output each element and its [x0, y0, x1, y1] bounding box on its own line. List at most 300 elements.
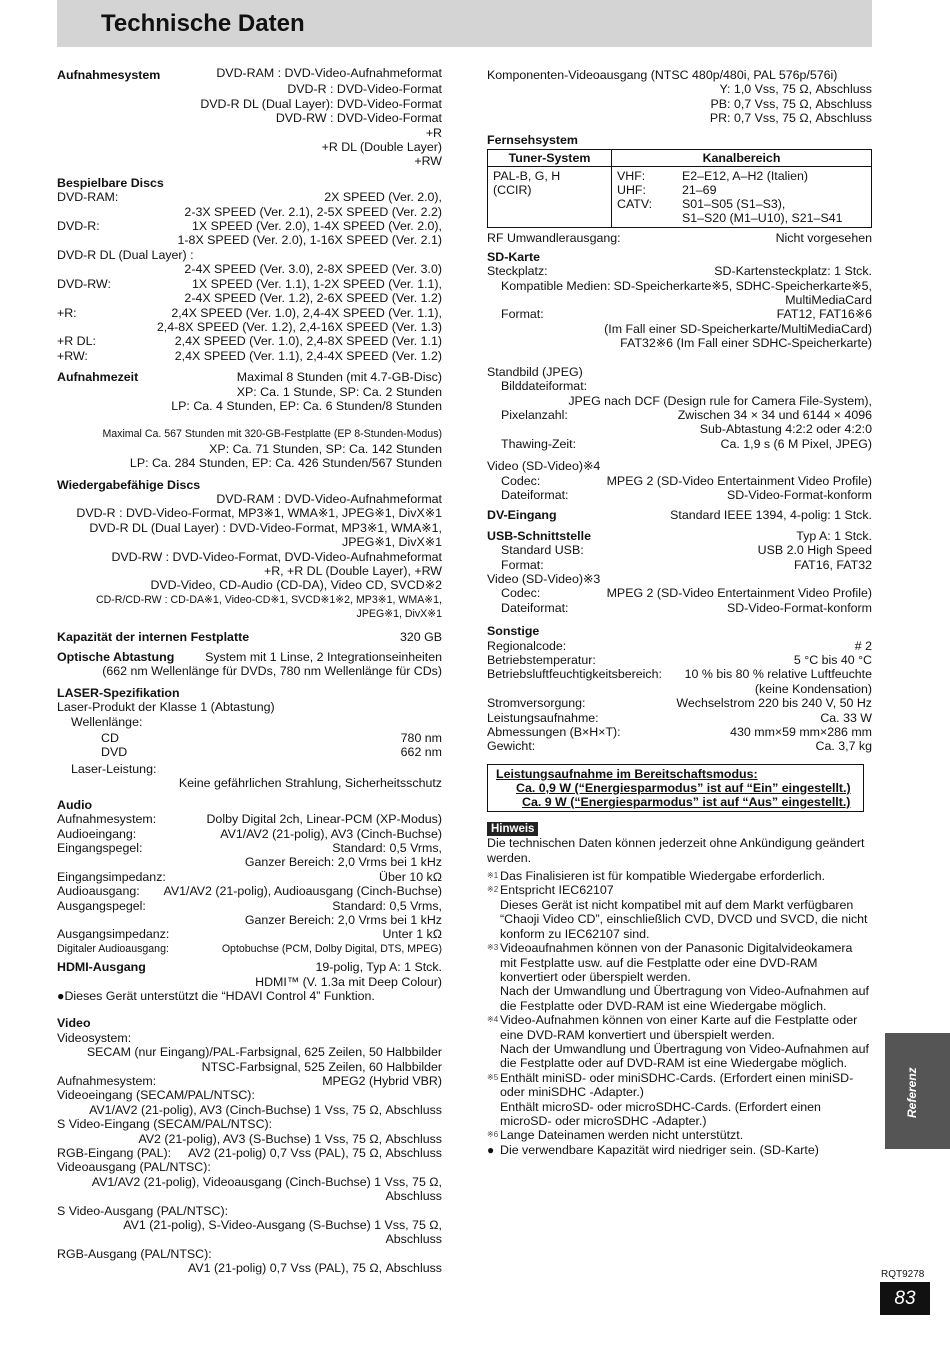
wiedergabe-line: +R, +R DL (Double Layer), +RW — [263, 564, 442, 578]
video-line: AV1/AV2 (21-polig), AV3 (Cinch-Buchse) 1 Vss, 75 Ω, Abschluss — [89, 1102, 442, 1117]
footnote — [487, 1042, 872, 1071]
hinweis-badge: Hinweis — [487, 822, 538, 836]
aufnahmesystem-line: +R DL (Double Layer) — [321, 140, 442, 155]
sd-row — [487, 307, 872, 321]
disc-value: 2,4X SPEED (Ver. 1.0), 2,4-4X SPEED (Ver. 1.1), — [171, 305, 442, 320]
video-sd-rows — [487, 474, 872, 503]
sonstige-heading: Sonstige — [487, 624, 540, 639]
side-tab — [885, 1033, 950, 1149]
rf-row — [487, 231, 872, 245]
sonstige-label: Stromversorgung: — [487, 696, 586, 711]
sonstige-value: Ca. 3,7 kg — [815, 739, 872, 754]
audio-row — [57, 899, 442, 913]
wiedergabe-line: JPEG※1, DivX※1 — [356, 608, 442, 621]
aufnahmesystem-lines — [57, 82, 442, 168]
wiedergabe-line: DVD-RW : DVD-Video-Format, DVD-Video-Aufnahmeformat — [111, 549, 442, 564]
kapazitaet-row — [57, 630, 442, 644]
wiedergabe-heading: Wiedergabefähige Discs — [57, 477, 201, 492]
aufnahmesystem-first: DVD-RAM : DVD-Video-Aufnahmeformat — [216, 66, 442, 80]
rf-label: RF Umwandlerausgang: — [487, 231, 621, 246]
video-line: AV1/AV2 (21-polig), Videoausgang (Cinch-Buchse) 1 Vss, 75 Ω, — [91, 1174, 442, 1189]
wiedergabe-line: CD-R/CD-RW : CD-DA※1, Video-CD※1, SVCD※1※2, MP3※1, WMA※1, — [95, 593, 442, 606]
laser-cd-value: 780 nm — [400, 731, 442, 746]
disc-value: 2,4X SPEED (Ver. 1.0), 2,4-8X SPEED (Ver. 1.1) — [174, 334, 442, 349]
standbild-row — [487, 394, 872, 408]
sonstige-row — [487, 682, 872, 696]
right-column — [487, 68, 872, 1157]
disc-row — [57, 190, 442, 204]
audio-label: Audioausgang: — [57, 884, 140, 899]
laser-dvd-row — [57, 745, 442, 759]
sonstige-label: Abmessungen (B×H×T): — [487, 725, 621, 740]
sd-row — [487, 322, 872, 336]
disc-row — [57, 219, 442, 233]
audio-label: Ausgangspegel: — [57, 898, 146, 913]
standbild-label: Pixelanzahl: — [501, 407, 568, 422]
disc-label: DVD-RAM: — [57, 190, 119, 205]
tuner-band: VHF: — [617, 169, 646, 184]
footnote-mark — [487, 1100, 500, 1129]
tuner-header-system: Tuner-System — [488, 150, 612, 167]
wiedergabe-line: JPEG※1, DivX※1 — [342, 535, 442, 550]
standby-eco-on: Ca. 0,9 W (“Energiesparmodus” ist auf “Ein” eingestellt.) — [516, 780, 851, 795]
aufnahmezeit-line: XP: Ca. 1 Stunde, SP: Ca. 2 Stunden — [236, 384, 442, 399]
video-line: SECAM (nur Eingang)/PAL-Farbsignal, 625 Zeilen, 50 Halbbilder — [86, 1045, 442, 1060]
side-tab-label: Referenz — [905, 1067, 919, 1118]
footnote-text: Dieses Gerät ist nicht kompatibel mit auf dem Markt verfügbaren “Chaoji Video CD”, einschließlich CVD, DVCD und SVCD, die nicht konform zu IEC62107 sind. — [500, 897, 868, 941]
disc-label: +R: — [57, 305, 77, 320]
sd-value: SD-Kartensteckplatz: 1 Stck. — [714, 264, 872, 279]
laser-power-label: Laser-Leistung: — [71, 761, 157, 776]
video-usb-row — [487, 586, 872, 600]
component-line: Komponenten-Videoausgang (NTSC 480p/480i, PAL 576p/576i) — [487, 68, 838, 82]
aufnahmesystem-line: +RW — [414, 154, 442, 169]
sonstige-value: 430 mm×59 mm×286 mm — [730, 725, 872, 740]
sd-value: MultiMediaCard — [785, 293, 872, 308]
footnote-mark: ※5 — [487, 1072, 499, 1082]
footnote — [487, 883, 872, 897]
rf-value: Nicht vorgesehen — [775, 231, 872, 246]
audio-label: Digitaler Audioausgang: — [57, 942, 169, 955]
footnote-text: Video-Aufnahmen können von einer Karte auf die Festplatte oder eine DVD-RAM konvertiert und überspielt werden. — [500, 1013, 858, 1042]
dv-label: DV-Eingang — [487, 508, 557, 523]
audio-value: Optobuchse (PCM, Dolby Digital, DTS, MPEG) — [221, 942, 442, 955]
sonstige-row — [487, 696, 872, 710]
usb-value: FAT16, FAT32 — [793, 557, 872, 572]
sonstige-label: Leistungsaufnahme: — [487, 710, 599, 725]
sonstige-label: Betriebstemperatur: — [487, 653, 596, 667]
tuner-band — [617, 211, 682, 225]
usb-row — [487, 543, 872, 557]
audio-value: Ganzer Bereich: 2,0 Vrms bei 1 kHz — [244, 912, 442, 927]
video-aufnahme-label: Aufnahmesystem: — [57, 1074, 157, 1088]
disc-value: 2-4X SPEED (Ver. 1.2), 2-6X SPEED (Ver. 1.2) — [184, 291, 442, 306]
audio-row — [57, 884, 442, 898]
dv-row — [487, 508, 872, 522]
audio-rows — [57, 812, 442, 956]
video-usb-rows — [487, 586, 872, 615]
sonstige-label: Regionalcode: — [487, 638, 567, 653]
wiedergabe-line: DVD-RAM : DVD-Video-Aufnahmeformat — [216, 491, 442, 506]
audio-label: Eingangspegel: — [57, 840, 143, 855]
discs-heading: Bespielbare Discs — [57, 175, 164, 190]
footnote — [487, 1128, 872, 1142]
standbild-value: Sub-Abtastung 4:2:2 oder 4:2:0 — [699, 422, 872, 437]
disc-label: DVD-RW: — [57, 276, 111, 291]
sonstige-value: (keine Kondensation) — [754, 681, 872, 696]
sonstige-value: Wechselstrom 220 bis 240 V, 50 Hz — [676, 696, 872, 711]
video-heading: Video — [57, 1016, 91, 1031]
rgb-in-row — [57, 1146, 442, 1160]
sonstige-label: Gewicht: — [487, 739, 536, 754]
disc-row — [57, 233, 442, 247]
tuner-header-range: Kanalbereich — [612, 150, 872, 167]
optisch-label: Optische Abtastung — [57, 650, 175, 665]
video-line: AV2 (21-polig), AV3 (S-Buchse) 1 Vss, 75 Ω, Abschluss — [138, 1131, 442, 1146]
video-lines — [57, 1031, 442, 1276]
dv-value: Standard IEEE 1394, 4-polig: 1 Stck. — [670, 508, 872, 523]
footnote — [487, 1143, 872, 1157]
sd-row — [487, 336, 872, 350]
disc-value: 1X SPEED (Ver. 1.1), 1-2X SPEED (Ver. 1.1), — [192, 276, 442, 291]
component-video-lines — [487, 68, 872, 126]
disc-row — [57, 205, 442, 219]
aufnahmezeit-hdd-line: XP: Ca. 71 Stunden, SP: Ca. 142 Stunden — [209, 441, 442, 456]
footnotes — [487, 869, 872, 1157]
sonstige-row — [487, 667, 872, 681]
disc-value: 1X SPEED (Ver. 2.0), 1-4X SPEED (Ver. 2.0), — [192, 219, 442, 234]
sonstige-value: 5 °C bis 40 °C — [793, 653, 872, 667]
tuner-range: S01–S05 (S1–S3), — [682, 197, 786, 212]
standbild-heading: Standbild (JPEG) — [487, 364, 583, 379]
sonstige-value: # 2 — [854, 638, 872, 653]
disc-label: DVD-R DL (Dual Layer) : — [57, 247, 194, 262]
tuner-range: S1–S20 (M1–U10), S21–S41 — [682, 211, 843, 226]
hdmi-line2: HDMI™ (V. 1.3a mit Deep Colour) — [255, 974, 442, 989]
audio-row — [57, 913, 442, 927]
sd-label: Steckplatz: — [487, 264, 548, 279]
tuner-band: UHF: — [617, 183, 646, 198]
kapazitaet-value: 320 GB — [399, 629, 442, 644]
sd-value: FAT32※6 (Im Fall einer SDHC-Speicherkarte) — [620, 336, 872, 351]
video-usb-value: SD-Video-Format-konform — [726, 600, 872, 615]
footnote-mark: ※6 — [487, 1130, 499, 1140]
optisch-line2: (662 nm Wellenlänge für DVDs, 780 nm Wellenlänge für CDs) — [102, 664, 442, 679]
audio-heading: Audio — [57, 797, 93, 812]
video-line: S Video-Eingang (SECAM/PAL/NTSC): — [57, 1117, 273, 1132]
sonstige-row — [487, 711, 872, 725]
page-number: 83 — [880, 1282, 930, 1315]
hdmi-label: HDMI-Ausgang — [57, 960, 146, 975]
disc-row — [57, 349, 442, 363]
standbild-value: JPEG nach DCF (Design rule for Camera File-System), — [568, 393, 872, 408]
footnote — [487, 898, 872, 941]
standbild-label: Bilddateiformat: — [501, 379, 588, 394]
sd-row — [487, 293, 872, 307]
video-line: AV1 (21-polig) 0,7 Vss (PAL), 75 Ω, Abschluss — [188, 1261, 442, 1276]
tuner-range: E2–E12, A–H2 (Italien) — [682, 169, 809, 184]
footnote-mark: ※3 — [487, 943, 499, 953]
aufnahmesystem-line: DVD-RW : DVD-Video-Format — [275, 111, 442, 126]
aufnahmesystem-line: DVD-R DL (Dual Layer): DVD-Video-Format — [200, 96, 442, 111]
sonstige-row — [487, 653, 872, 667]
audio-row — [57, 855, 442, 869]
audio-row — [57, 841, 442, 855]
video-sd-label: Dateiformat: — [501, 487, 569, 502]
video-sd-row — [487, 488, 872, 502]
hdmi-row — [57, 960, 442, 974]
wiedergabe-lines — [57, 492, 442, 622]
footnote-text: Enthält microSD- oder microSDHC-Cards. (Erfordert einen microSD- oder microSDHC -Adapter.) — [500, 1099, 821, 1128]
sd-value: (Im Fall einer SD-Speicherkarte/MultiMediaCard) — [604, 321, 872, 336]
wiedergabe-line: DVD-Video, CD-Audio (CD-DA), Video CD, SVCD※2 — [150, 578, 442, 593]
kapazitaet-label: Kapazität der internen Festplatte — [57, 629, 250, 644]
disc-row — [57, 277, 442, 291]
footnote — [487, 869, 872, 883]
standbild-rows — [487, 379, 872, 451]
video-line: Abschluss — [385, 1189, 442, 1204]
laser-cd-label: CD — [101, 731, 119, 746]
laser-cd-row — [57, 731, 442, 745]
disc-row — [57, 306, 442, 320]
usb-label: Standard USB: — [501, 543, 584, 558]
tuner-row — [617, 169, 866, 183]
usb-label: USB-Schnittstelle — [487, 528, 591, 543]
left-column — [57, 66, 442, 1276]
disc-value: 2-3X SPEED (Ver. 2.1), 2-5X SPEED (Ver. 2.2) — [184, 204, 442, 219]
tuner-band: CATV: — [617, 197, 653, 212]
sd-label: Kompatible Medien: — [501, 278, 611, 293]
video-line: Abschluss — [385, 1232, 442, 1247]
footnote-mark: ※4 — [487, 1015, 499, 1025]
hdmi-value: 19-polig, Typ A: 1 Stck. — [315, 960, 442, 975]
footnote-text: Entspricht IEC62107 — [500, 883, 614, 898]
audio-value: Ganzer Bereich: 2,0 Vrms bei 1 kHz — [244, 855, 442, 870]
standbild-value: Ca. 1,9 s (6 M Pixel, JPEG) — [720, 436, 872, 451]
tuner-system-cell — [488, 167, 612, 228]
hdmi-note: ●Dieses Gerät unterstützt die “HDAVI Control 4” Funktion. — [57, 988, 375, 1003]
laser-class: Laser-Produkt der Klasse 1 (Abtastung) — [57, 700, 275, 715]
video-line: S Video-Ausgang (PAL/NTSC): — [57, 1203, 229, 1218]
sonstige-row — [487, 639, 872, 653]
aufnahmesystem-label: Aufnahmesystem — [57, 68, 161, 82]
footnote-mark: ※1 — [487, 871, 499, 881]
rgb-in-label: RGB-Eingang (PAL): — [57, 1146, 172, 1161]
video-line: Videosystem: — [57, 1030, 132, 1045]
wiedergabe-line: DVD-R DL (Dual Layer) : DVD-Video-Format, MP3※1, WMA※1, — [89, 520, 442, 535]
aufnahmesystem-line: DVD-R : DVD-Video-Format — [287, 82, 442, 97]
standbild-row — [487, 408, 872, 422]
audio-value: Über 10 kΩ — [379, 869, 442, 884]
standbild-value: Zwischen 34 × 34 und 6144 × 4096 — [677, 407, 872, 422]
video-sd-row — [487, 474, 872, 488]
hinweis-text: Die technischen Daten können jederzeit ohne Ankündigung geändert werden. — [487, 836, 865, 865]
disc-value: 1-8X SPEED (Ver. 2.0), 1-16X SPEED (Ver. 2.1) — [177, 233, 442, 248]
footnote-text: Videoaufnahmen können von der Panasonic Digitalvideokamera mit Festplatte usw. auf die Festplatte oder eine DVD-RAM konvertiert oder überspielt werden. — [500, 941, 853, 984]
standbild-label: Thawing-Zeit: — [501, 436, 577, 451]
tuner-row — [617, 183, 866, 197]
standbild-row — [487, 422, 872, 436]
sonstige-row — [487, 725, 872, 739]
laser-wavelength-label: Wellenlänge: — [71, 714, 143, 729]
usb-label: Format: — [501, 557, 544, 572]
sd-rows — [487, 264, 872, 350]
standby-title: Leistungsaufnahme im Bereitschaftsmodus: — [496, 766, 758, 781]
standbild-row — [487, 379, 872, 393]
disc-row — [57, 334, 442, 348]
footnote-text: Enthält miniSD- oder miniSDHC-Cards. (Erfordert einen miniSD- oder miniSDHC -Adapter.) — [500, 1070, 854, 1100]
video-usb-label: Codec: — [501, 586, 541, 601]
sonstige-row — [487, 739, 872, 753]
sd-value: SD-Speicherkarte※5, SDHC-Speicherkarte※5, — [613, 278, 872, 293]
footnote-text: Nach der Umwandlung und Übertragung von Video-Aufnahmen auf die Festplatte oder DVD-RAM ist eine Wiedergabe möglich. — [500, 984, 869, 1013]
component-line: PB: 0,7 Vss, 75 Ω, Abschluss — [710, 96, 872, 111]
audio-row — [57, 942, 442, 956]
optisch-row — [57, 650, 442, 664]
video-sd-value: SD-Video-Format-konform — [726, 487, 872, 502]
footnote-mark — [487, 898, 500, 941]
disc-value: 2,4-8X SPEED (Ver. 1.2), 2,4-16X SPEED (Ver. 1.3) — [156, 319, 442, 334]
audio-label: Aufnahmesystem: — [57, 812, 157, 827]
sd-heading: SD-Karte — [487, 249, 541, 264]
sonstige-value: 10 % bis 80 % relative Luftfeuchte — [684, 667, 872, 682]
laser-heading: LASER-Spezifikation — [57, 685, 180, 700]
aufnahmezeit-hdd: Maximal Ca. 567 Stunden mit 320-GB-Festplatte (EP 8-Stunden-Modus) — [102, 428, 442, 441]
rgb-in-value: AV2 (21-polig) 0,7 Vss (PAL), 75 Ω, Abschluss — [188, 1146, 442, 1161]
video-sd-label: Codec: — [501, 473, 541, 488]
footnote-text: Die verwendbare Kapazität wird niedriger sein. (SD-Karte) — [500, 1142, 819, 1157]
optisch-value: System mit 1 Linse, 2 Integrationseinheiten — [205, 650, 442, 665]
sonstige-label: Betriebsluftfeuchtigkeitsbereich: — [487, 667, 662, 682]
component-line: Y: 1,0 Vss, 75 Ω, Abschluss — [719, 82, 872, 97]
audio-value: Dolby Digital 2ch, Linear-PCM (XP-Modus) — [206, 812, 442, 827]
aufnahmesystem-row — [57, 66, 442, 82]
footnote-mark: ● — [487, 1142, 495, 1157]
footnote — [487, 1071, 872, 1100]
aufnahmesystem-line: +R — [425, 125, 442, 140]
tuner-range-cell — [612, 167, 872, 228]
footnote-text: Das Finalisieren ist für kompatible Wiedergabe erforderlich. — [500, 869, 826, 884]
discs-list — [57, 190, 442, 363]
sd-value: FAT12, FAT16※6 — [776, 307, 872, 322]
disc-row — [57, 320, 442, 334]
component-line: PR: 0,7 Vss, 75 Ω, Abschluss — [709, 111, 872, 126]
tuner-row — [617, 197, 866, 211]
video-sd-heading: Video (SD-Video)※4 — [487, 459, 601, 474]
disc-label: DVD-R: — [57, 219, 100, 234]
aufnahmezeit-first: Maximal 8 Stunden (mit 4.7-GB-Disc) — [236, 370, 442, 385]
video-usb-heading: Video (SD-Video)※3 — [487, 571, 601, 586]
aufnahmezeit-line: LP: Ca. 4 Stunden, EP: Ca. 6 Stunden/8 Stunden — [171, 398, 442, 413]
disc-row — [57, 248, 442, 262]
laser-power-value: Keine gefährlichen Strahlung, Sicherheitsschutz — [178, 776, 442, 791]
audio-value: Standard: 0,5 Vrms, — [332, 840, 442, 855]
video-line: NTSC-Farbsignal, 525 Zeilen, 60 Halbbilder — [201, 1059, 442, 1074]
tuner-row — [617, 211, 866, 225]
laser-dvd-value: 662 nm — [400, 745, 442, 760]
audio-row — [57, 827, 442, 841]
audio-label: Audioeingang: — [57, 826, 137, 841]
video-usb-value: MPEG 2 (SD-Video Entertainment Video Profile) — [606, 586, 872, 601]
usb-rows — [487, 543, 872, 572]
usb-value: Typ A: 1 Stck. — [796, 528, 872, 543]
standby-box — [487, 764, 864, 812]
audio-label: Ausgangsimpedanz: — [57, 927, 170, 942]
video-aufnahme-row — [57, 1074, 442, 1088]
usb-value: USB 2.0 High Speed — [757, 543, 872, 558]
disc-label: +RW: — [57, 348, 88, 363]
video-usb-row — [487, 601, 872, 615]
audio-label: Eingangsimpedanz: — [57, 869, 166, 884]
aufnahmezeit-hdd-line: LP: Ca. 284 Stunden, EP: Ca. 426 Stunden/567 Stunden — [129, 456, 442, 471]
footnote-mark — [487, 1042, 500, 1071]
footnote — [487, 984, 872, 1013]
footnote — [487, 1100, 872, 1129]
disc-label: +R DL: — [57, 334, 96, 349]
aufnahmezeit-lines — [57, 385, 442, 414]
disc-row — [57, 262, 442, 276]
tuner-table — [487, 149, 872, 228]
footnote — [487, 941, 872, 984]
footnote-mark — [487, 984, 500, 1013]
tuner-system: PAL-B, G, H — [493, 169, 561, 184]
footnote-text: Nach der Umwandlung und Übertragung von Video-Aufnahmen auf die Festplatte oder auf DVD-RAM ist eine Wiedergabe möglich. — [500, 1041, 869, 1071]
disc-value: 2-4X SPEED (Ver. 3.0), 2-8X SPEED (Ver. 3.0) — [184, 262, 442, 277]
aufnahmezeit-label: Aufnahmezeit — [57, 370, 139, 385]
audio-value: AV1/AV2 (21-polig), Audioausgang (Cinch-Buchse) — [163, 884, 442, 899]
footnote-mark: ※2 — [487, 885, 499, 895]
usb-row — [487, 529, 872, 543]
video-line: Videoausgang (PAL/NTSC): — [57, 1160, 211, 1175]
video-aufnahme-value: MPEG2 (Hybrid VBR) — [322, 1074, 442, 1088]
tuner-range: 21–69 — [682, 183, 717, 198]
sd-row — [487, 264, 872, 278]
sonstige-value: Ca. 33 W — [820, 710, 872, 725]
page-title: Technische Daten — [101, 10, 305, 37]
sd-label: Format: — [501, 307, 544, 322]
audio-value: Unter 1 kΩ — [382, 927, 442, 942]
sonstige-rows — [487, 639, 872, 754]
audio-row — [57, 870, 442, 884]
title-bar — [57, 0, 872, 47]
video-line: AV1 (21-polig), S-Video-Ausgang (S-Buchse) 1 Vss, 75 Ω, — [123, 1218, 442, 1233]
video-usb-label: Dateiformat: — [501, 600, 569, 615]
aufnahmezeit-row — [57, 370, 442, 384]
audio-row — [57, 927, 442, 941]
standby-eco-off: Ca. 9 W (“Energiesparmodus” ist auf “Aus” eingestellt.) — [522, 794, 851, 809]
audio-value: Standard: 0,5 Vrms, — [332, 898, 442, 913]
tuner-system-2: (CCIR) — [493, 183, 532, 198]
wiedergabe-line: DVD-R : DVD-Video-Format, MP3※1, WMA※1, JPEG※1, DivX※1 — [76, 506, 442, 521]
video-sd-value: MPEG 2 (SD-Video Entertainment Video Profile) — [606, 473, 872, 488]
disc-value: 2,4X SPEED (Ver. 1.1), 2,4-4X SPEED (Ver. 1.2) — [174, 348, 442, 363]
video-line: Videoeingang (SECAM/PAL/NTSC): — [57, 1088, 255, 1103]
fernseh-heading: Fernsehsystem — [487, 132, 578, 147]
standbild-row — [487, 437, 872, 451]
sd-row — [487, 279, 872, 293]
disc-row — [57, 291, 442, 305]
usb-row — [487, 558, 872, 572]
laser-dvd-label: DVD — [101, 745, 128, 760]
aufnahmezeit-hdd-lines — [57, 442, 442, 471]
doc-code: RQT9278 — [881, 1269, 925, 1280]
footnote — [487, 1013, 872, 1042]
disc-value: 2X SPEED (Ver. 2.0), — [324, 190, 442, 205]
video-line: RGB-Ausgang (PAL/NTSC): — [57, 1246, 212, 1261]
audio-row — [57, 812, 442, 826]
audio-value: AV1/AV2 (21-polig), AV3 (Cinch-Buchse) — [220, 826, 442, 841]
footnote-text: Lange Dateinamen werden nicht unterstützt. — [500, 1128, 744, 1143]
